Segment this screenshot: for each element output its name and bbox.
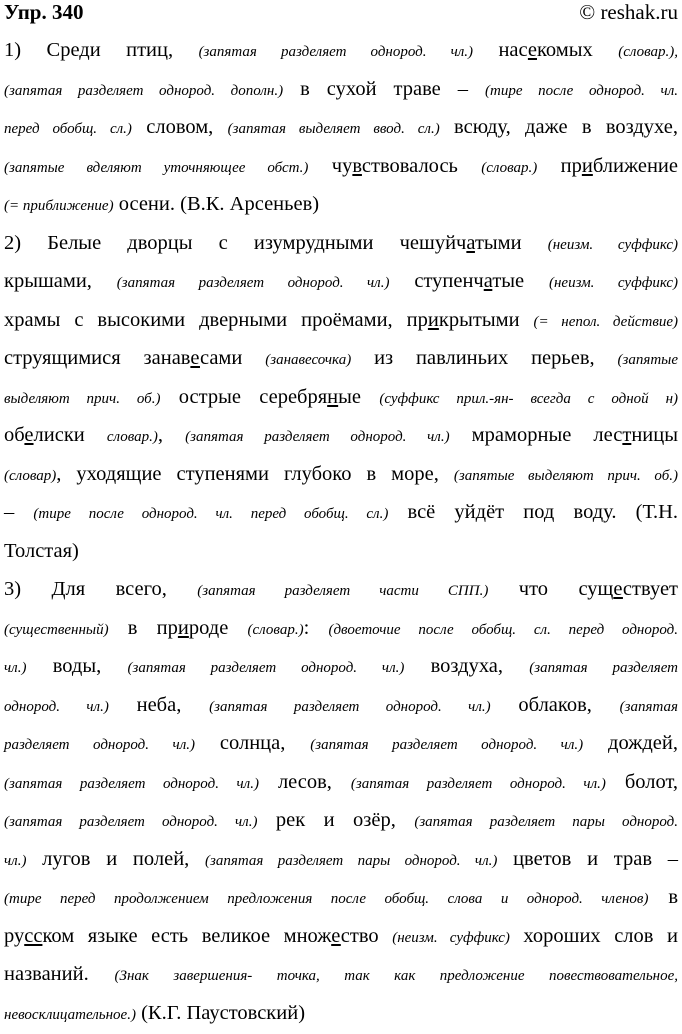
sentence-text: лесов, [258,770,351,793]
sentence-text: ру [4,924,25,947]
sentence-text: роде [188,616,248,639]
text-line [4,31,678,70]
sentence-text: лугов и полей, [26,847,206,870]
sentence-text: : [303,616,329,639]
sentence-text: ком языке есть великое множ [42,924,332,947]
annotation: (Знак завершения- точка, так как предложение повествовательное, [114,968,678,984]
sentence-text: 1) Среди птиц, [4,39,199,61]
annotation: (запятая разделяет однород. чл.) [198,44,474,60]
annotation: (неизм. суффикс) [547,236,679,253]
sentence-text: неба, [108,693,210,716]
annotation: (запятая разделяет однород. дополн.) [4,82,284,99]
sentence-text: солнца, [195,732,311,754]
text-line [4,416,678,455]
annotation: (словар.) [247,621,304,638]
sentence-text: всё уйдёт под воду. (Т.Н. [388,501,678,523]
sentence-text: лиски [33,424,107,446]
annotation: (неизм. суффикс) [549,275,678,291]
marked-letter: и [581,154,593,177]
sentence-text: сами [199,347,266,369]
annotation: (запятая разделяет пары однород. чл.) [205,852,498,869]
sentence-text: что сущ [488,578,614,600]
sentence-text: храмы с высокими дверными проёмами, пр [4,308,428,331]
annotation: (запятая разделяет однород. чл.) [127,660,405,676]
text-line [4,108,678,147]
sentence-text: мраморные лес [449,424,623,446]
annotation: (тире перед продолжением предложения после обобщ. слова и однород. членов) [4,891,649,907]
sentence-text: названий. [4,963,115,985]
annotation: (запятая разделяет однород. чл.) [185,429,450,445]
sentence-text: 3) Для всего, [4,578,198,600]
annotation: однород. чл.) [4,698,109,715]
sentence-text: ницы [631,424,679,446]
text-line [4,339,678,378]
sentence-text: крышами, [4,270,117,292]
sentence-text: крытыми [438,308,534,331]
annotation: (= непол. действие) [533,313,678,330]
sentence-text: комых [537,39,619,61]
annotation: (запятые [617,352,678,368]
sentence-text: чу [308,154,353,177]
annotation: (существенный) [4,621,109,638]
sentence-text: всюду, даже в воздухе, [439,116,679,138]
sentence-text: цветов и трав – [497,847,678,870]
sentence-text: Толстая) [4,539,79,562]
text-line [4,224,678,263]
sentence-text: , [157,424,186,446]
marked-letter: и [427,308,439,331]
marked-letter: е [24,424,34,446]
annotation: выделяют прич. об.) [4,390,161,407]
sentence-text: в [648,886,678,908]
text-line [4,878,678,917]
site-credit: © reshak.ru [579,0,678,24]
exercise-title: Упр. 340 [4,0,84,24]
annotation: (занавесочка) [265,352,352,368]
annotation: (двоеточие после обобщ. сл. перед однород. [328,621,678,638]
text-line [4,994,678,1033]
annotation: (запятая разделяет части СПП.) [197,583,489,599]
sentence-text: воды, [26,655,128,677]
text-line [4,301,678,340]
annotation: разделяет однород. чл.) [4,737,195,753]
text-line [4,724,678,763]
text-line [4,570,678,609]
marked-letter: е [527,39,537,61]
sentence-text: – [4,501,34,523]
annotation: (запятая разделяет однород. чл.) [209,698,491,715]
sentence-text: ступенч [389,270,484,292]
annotation: (запятая выделяет ввод. сл.) [227,121,440,137]
text-line [4,955,678,994]
marked-letter: т [622,424,632,446]
text-line [4,801,678,840]
annotation: (словар) [4,467,57,484]
sentence-text: облаков, [490,693,620,716]
marked-letter: е [190,347,200,369]
text-line [4,70,678,109]
sentence-text: тыми [474,231,548,254]
sentence-text: ство [340,924,393,947]
sentence-text: осени. (В.К. Арсеньев) [113,193,320,215]
marked-letter: е [613,578,623,600]
header [4,0,678,28]
sentence-text: в сухой траве – [283,77,485,100]
text-line [4,262,678,301]
annotation: (запятая разделяет [529,660,678,676]
annotation: перед обобщ. сл.) [4,121,132,137]
sentence-text: ствовалось [361,154,482,177]
text-line [4,185,678,224]
sentence-text: дождей, [583,732,678,754]
sentence-text: тые [492,270,549,292]
sentence-text: словом, [131,116,228,138]
sentence-text: острые серебря [160,385,328,408]
marked-letter: а [466,231,475,254]
text-line [4,917,678,956]
annotation: (запятая разделяет пары однород. [414,814,678,830]
marked-letter: н [327,385,339,408]
annotation: (тире после однород. чл. [485,82,678,99]
sentence-text: ствует [622,578,678,600]
sentence-text: рек и озёр, [257,809,415,831]
sentence-text: ближение [592,154,678,177]
sentence-text: в пр [108,616,178,639]
text-line [4,493,678,532]
annotation: (суффикс прил.-ян- всегда с одной н) [379,390,678,407]
text-line [4,378,678,417]
annotation: (словар.) [481,159,538,176]
marked-letter: а [483,270,493,292]
text-line [4,609,678,648]
annotation: (тире после однород. чл. перед обобщ. сл.) [33,506,389,522]
sentence-text: воздуха, [404,655,530,677]
sentence-text: струящимися занав [4,347,191,369]
marked-letter: е [331,924,341,947]
sentence-text: нас [473,39,528,61]
sentence-text: 2) Белые дворцы с изумрудными чешуйч [4,231,467,254]
annotation: (неизм. суффикс) [392,929,510,946]
text-line [4,763,678,802]
exercise-text [4,31,678,1032]
marked-letter: в [352,154,362,177]
annotation: чл.) [4,852,27,869]
text-line [4,647,678,686]
annotation: чл.) [4,660,27,676]
annotation: (словар.), [618,44,678,60]
annotation: (запятые выделяют прич. об.) [453,467,678,484]
sentence-text: (К.Г. Паустовский) [135,1001,306,1024]
text-line [4,686,678,725]
marked-letter: сс [24,924,43,947]
sentence-text: болот, [605,770,678,793]
annotation: (запятая разделяет однород. чл.) [116,275,390,291]
text-line [4,532,678,571]
annotation: (запятая разделяет однород. чл.) [350,775,606,792]
sentence-text: об [4,424,25,446]
annotation: (запятая разделяет однород. чл.) [4,775,259,792]
sentence-text: ые [338,385,380,408]
text-line [4,455,678,494]
annotation: (запятые вделяют уточняющее обст.) [4,159,309,176]
annotation: невосклицательное.) [4,1006,136,1023]
sentence-text: из павлиньих перьев, [351,347,618,369]
annotation: (запятая разделяет однород. чл.) [310,737,584,753]
annotation: словар.) [106,429,158,445]
annotation: (запятая разделяет однород. чл.) [4,814,258,830]
text-line [4,840,678,879]
annotation: (запятая [619,698,678,715]
annotation: (= приближение) [4,198,114,214]
sentence-text: пр [537,154,582,177]
text-line [4,147,678,186]
sentence-text: хороших слов и [509,924,678,947]
sentence-text: , уходящие ступенями глубоко в море, [56,462,454,485]
marked-letter: и [177,616,189,639]
